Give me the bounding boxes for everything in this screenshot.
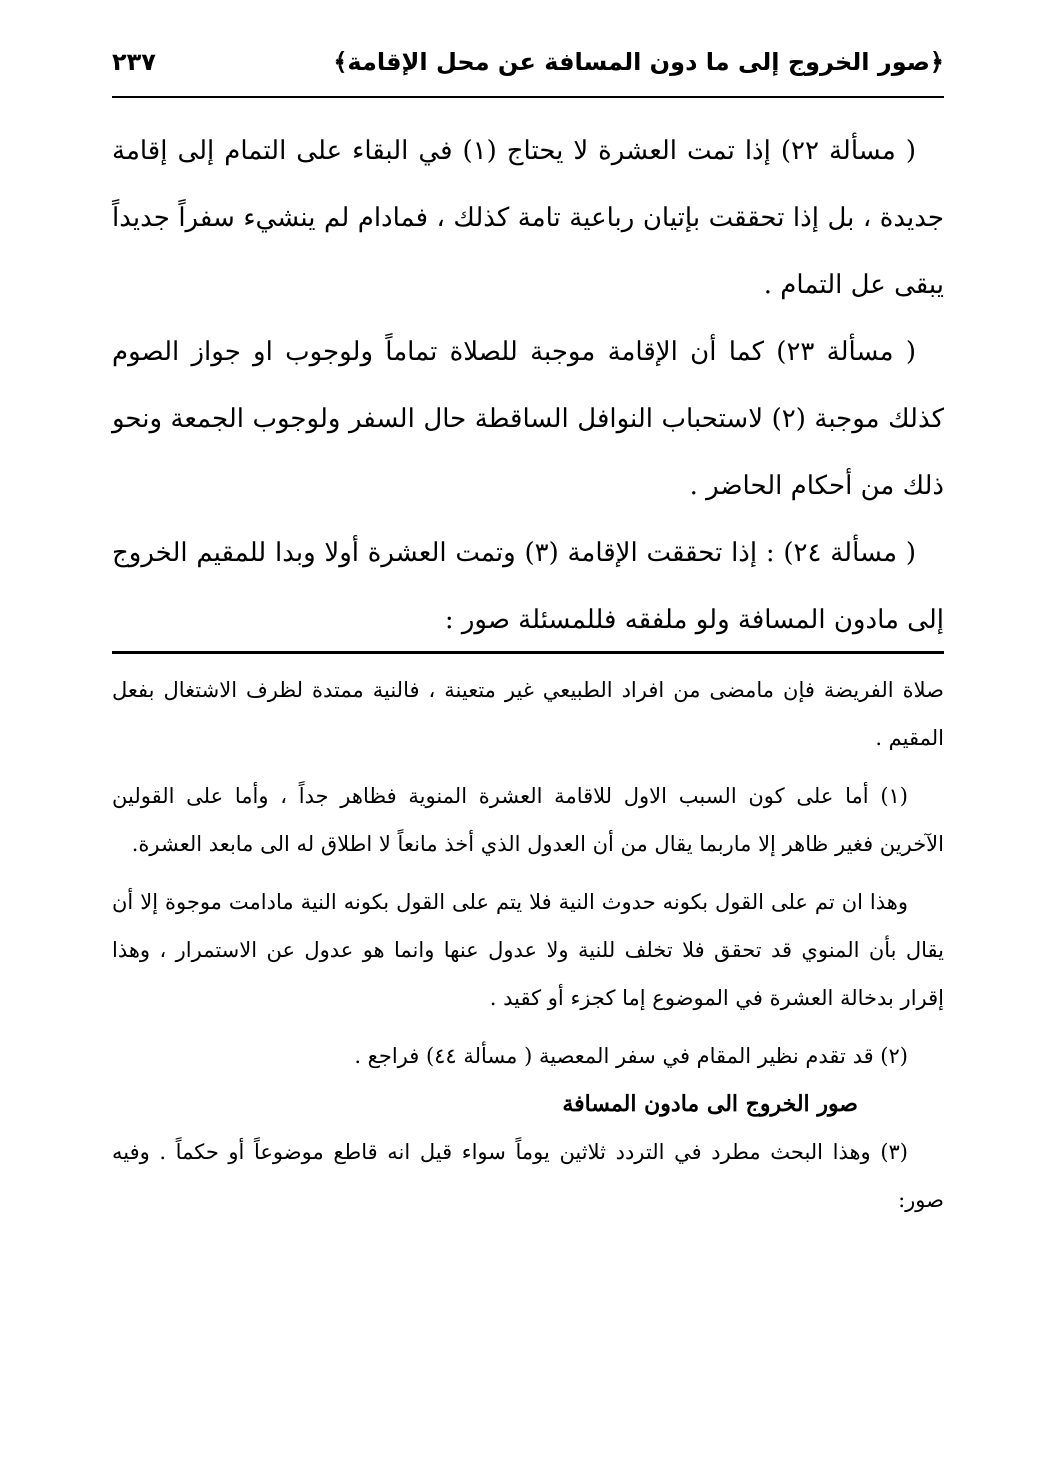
issue-24-paragraph: ( مسألة ٢٤) : إذا تحققت الإقامة (٣) وتمت العشرة أولا وبدا للمقيم الخروج إلى مادون المسافة ولو ملفقه فللمسئلة صور :: [112, 538, 944, 635]
header-rule: [112, 96, 944, 98]
footnote-3: (٣) وهذا البحث مطرد في التردد ثلاثين يوماً سواء قيل انه قاطع موضوعاً أو حكماً . وفيه صور:: [112, 1140, 944, 1212]
issue-23-paragraph: ( مسألة ٢٣) كما أن الإقامة موجبة للصلاة تماماً ولوجوب او جواز الصوم كذلك موجبة (٢) لاستحباب النوافل الساقطة حال السفر ولوجوب الجمعة ونحو ذلك من أحكام الحاضر .: [112, 337, 944, 501]
book-page: [112, 0, 944, 1478]
page-number: ٢٣٧: [112, 48, 156, 76]
section-heading: صور الخروج الى مادون المسافة: [562, 1091, 858, 1117]
spacer: [112, 868, 944, 878]
page-header: [112, 42, 944, 88]
main-text: [112, 118, 944, 654]
issue-22-paragraph: ( مسألة ٢٢) إذا تمت العشرة لا يحتاج (١) في البقاء على التمام إلى إقامة جديدة ، بل إذا تحققت بإتيان رباعية تامة كذلك ، فمادام لم ينشيء سفراً جديداً يبقى عل التمام .: [112, 136, 944, 300]
footnotes: [112, 666, 944, 1224]
footnote-2: (٢) قد تقدم نظير المقام في سفر المعصية ( مسألة ٤٤) فراجع .: [354, 1044, 908, 1068]
footnote-1: (١) أما على كون السبب الاول للاقامة العشرة المنوية فظاهر جداً ، وأما على القولين الآخرين فغير ظاهر إلا ماربما يقال من أن العدول الذي أخذ مانعاً لا اطلاق له الى مابعد العشرة.: [112, 784, 944, 856]
spacer: [112, 762, 944, 772]
running-title: ﴿صور الخروج إلى ما دون المسافة عن محل الإقامة﴾: [333, 48, 944, 76]
spacer: [112, 1022, 944, 1032]
footnote-1-continued: وهذا ان تم على القول بكونه حدوث النية فلا يتم على القول بكونه النية مادامت موجوة إلا أن يقال بأن المنوي قد تحقق فلا تخلف للنية ولا عدول عنها وانما هو عدول عن الاستمرار ، وهذا إقرار بدخالة العشرة في الموضوع إما كجزء أو كقيد .: [112, 890, 944, 1010]
footnote-rule: [112, 651, 944, 654]
footnote-continuation: صلاة الفريضة فإن مامضى من افراد الطبيعي غير متعينة ، فالنية ممتدة لظرف الاشتغال بفعل المقيم .: [112, 678, 944, 750]
